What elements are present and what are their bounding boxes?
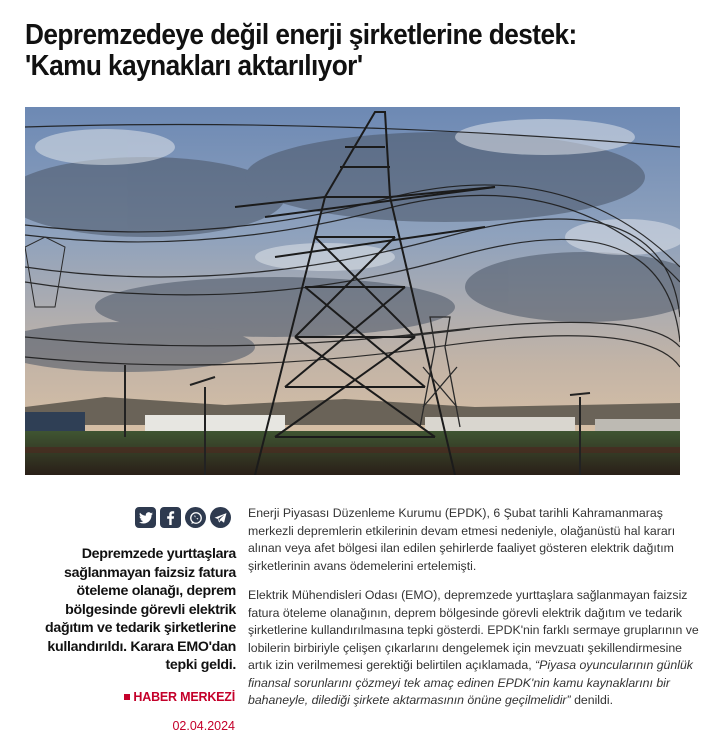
source-label: HABER MERKEZİ [133, 690, 235, 704]
telegram-icon [214, 512, 227, 524]
paragraph-text: Elektrik Mühendisleri Odası (EMO), depremzede yurttaşlara sağlanmayan faizsiz fatura öteleme olanağının, deprem bölgesinde görevli elektrik dağıtım ve tedarik şirketlerine kullandırılmasına tepki gösterdi. EPDK'nin farklı sermaye gruplarının ve lobilerin birbiriyle çelişen çıkarlarını dengelemek için mevzuatı şekillendirmesine artık izin verilmemesi gerektiği belirtilen açıklamada, [248, 588, 699, 672]
whatsapp-icon [189, 511, 203, 525]
twitter-icon [139, 512, 153, 524]
paragraph: Enerji Piyasası Düzenleme Kurumu (EPDK), 6 Şubat tarihli Kahramanmaraş merkezli depremlerin etkilerinin devam etmesi nedeniyle, olağanüstü hal kararı alınan veya afet bölgesi ilan edilen şehirlerde faaliyet gösteren elektrik dağıtım şirketlerinin avans ödemelerini ertelemişti. [248, 506, 676, 573]
telegram-share-button[interactable] [210, 507, 231, 528]
facebook-icon [166, 511, 175, 525]
article-title: Depremzedeye değil enerji şirketlerine destek: 'Kamu kaynakları aktarılıyor' [25, 19, 577, 82]
hero-image [25, 107, 680, 475]
source-marker [124, 694, 130, 700]
publish-date: 02.04.2024 [172, 719, 235, 733]
whatsapp-share-button[interactable] [185, 507, 206, 528]
facebook-share-button[interactable] [160, 507, 181, 528]
twitter-share-button[interactable] [135, 507, 156, 528]
paragraph-end: denildi. [574, 693, 614, 707]
share-bar [135, 507, 231, 528]
paragraph [248, 587, 703, 710]
article-summary: Depremzede yurttaşlara sağlanmayan faizsiz fatura öteleme olanağı, deprem bölgesinde görevli elektrik dağıtım ve tedarik şirketlerine kullandırıldı. Karara EMO'dan tepki geldi. [45, 546, 236, 673]
source-link[interactable] [124, 690, 235, 704]
article-body [248, 505, 703, 722]
quote: “Piyasa oyuncularının günlük finansal sorunlarını çözmeyi tek amaç edinen EPDK'nin kamu kaynaklarını bir bahaneyle, dilediği şirkete aktarmasının önüne geçilmelidir” [248, 658, 693, 707]
